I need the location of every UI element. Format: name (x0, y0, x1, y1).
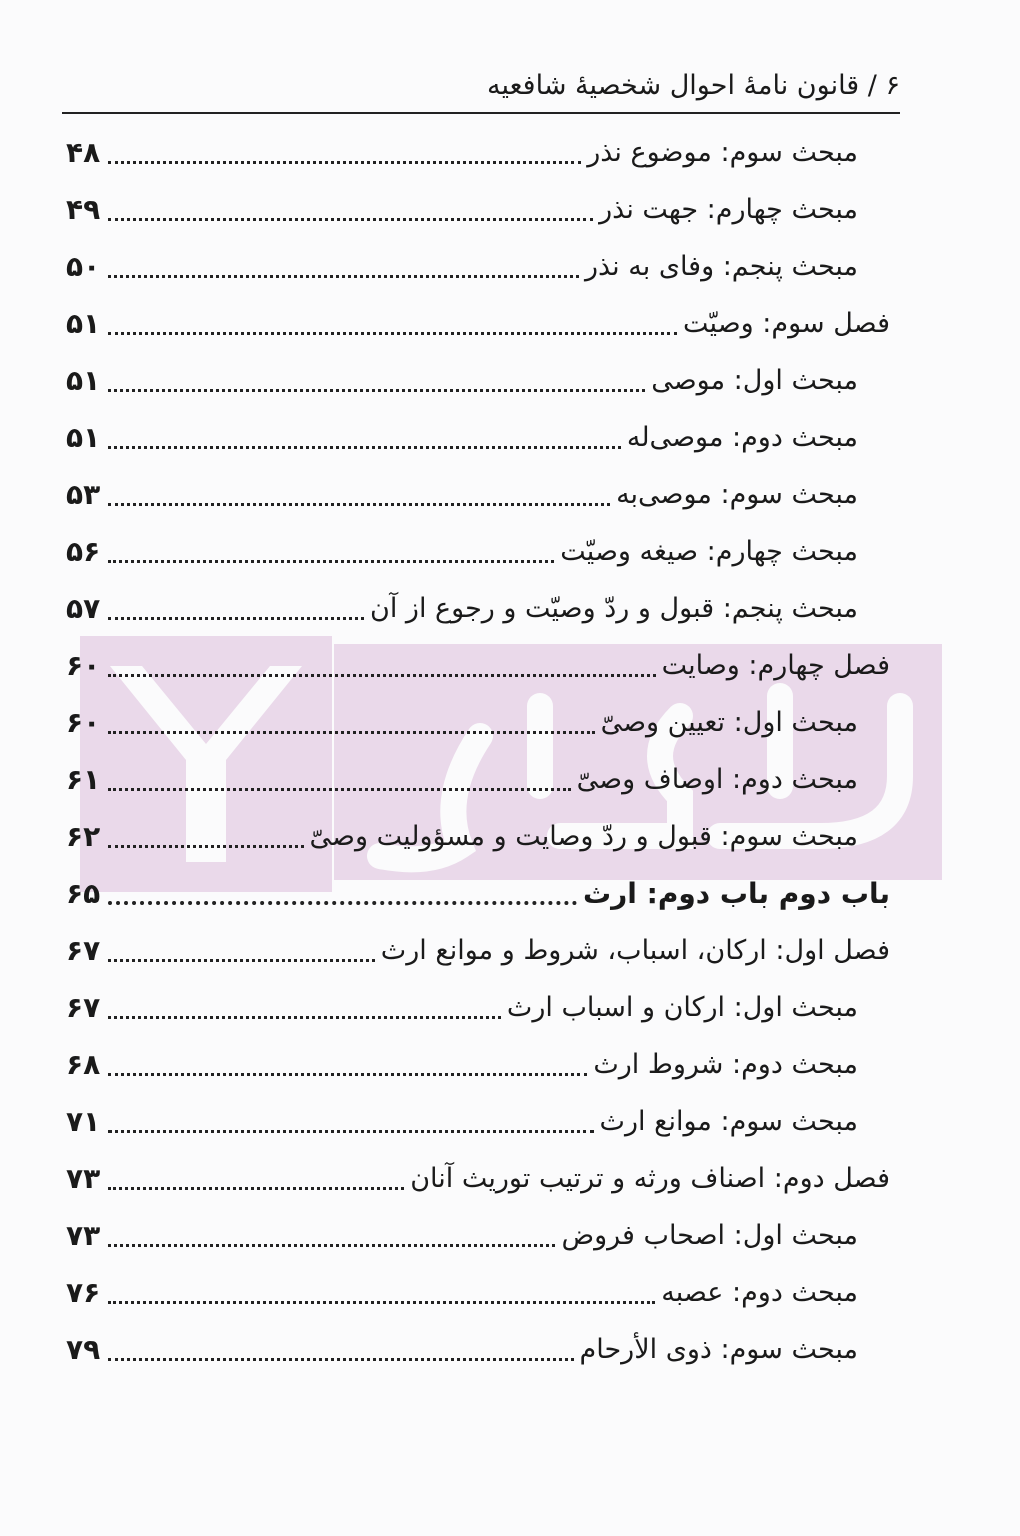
toc-entry (66, 1207, 858, 1264)
toc-page-number: ۶۷ (66, 934, 101, 967)
dot-leader (108, 1187, 404, 1190)
toc-entry-title: فصل اول: ارکان، اسباب، شروط و موانع ارث (380, 935, 890, 966)
dot-leader (108, 674, 655, 677)
toc-entry (66, 124, 858, 181)
toc-entry (66, 865, 890, 922)
toc-entry (66, 466, 858, 523)
toc-page-number: ۷۱ (66, 1105, 101, 1138)
dot-leader (108, 959, 375, 962)
toc-entry-title: مبحث دوم: اوصاف وصیّ (576, 764, 858, 795)
toc-entry-title: مبحث اول: موصی (651, 365, 858, 396)
toc-entry (66, 1321, 858, 1378)
toc-entry-title: مبحث دوم: موصی‌له (626, 422, 858, 453)
toc-page-number: ۵۱ (66, 364, 101, 397)
toc-entry-title: مبحث پنجم: قبول و ردّ وصیّت و رجوع از آن (370, 593, 858, 624)
dot-leader (108, 1130, 593, 1133)
toc-entry-title: مبحث دوم: عصبه (661, 1277, 858, 1308)
toc-page-number: ۶۵ (66, 877, 101, 910)
toc-entry-title: مبحث چهارم: صیغه وصیّت (560, 536, 858, 567)
toc-page-number: ۶۰ (66, 649, 101, 682)
toc-entry (66, 922, 890, 979)
toc-entry-title: مبحث اول: ارکان و اسباب ارث (506, 992, 858, 1023)
toc-entry (66, 1150, 890, 1207)
toc-page-number: ۷۳ (66, 1219, 101, 1252)
toc-page-number: ۶۸ (66, 1048, 101, 1081)
dot-leader (108, 731, 594, 734)
toc-page-number: ۷۶ (66, 1276, 101, 1309)
dot-leader (108, 446, 621, 449)
toc-entry-title: مبحث پنجم: وفای به نذر (584, 251, 858, 282)
dot-leader (108, 218, 593, 221)
toc-entry (66, 637, 890, 694)
toc-entry-title: مبحث سوم: موانع ارث (599, 1106, 858, 1137)
toc-entry-title: مبحث سوم: موصی‌به (616, 479, 858, 510)
toc-entry-title: مبحث سوم: موضوع نذر (587, 137, 858, 168)
toc-page-number: ۴۹ (66, 193, 101, 226)
toc-page-number: ۵۰ (66, 250, 101, 283)
toc-page-number: ۶۷ (66, 991, 101, 1024)
dot-leader (108, 617, 364, 620)
dot-leader (108, 1073, 587, 1076)
toc-entry (66, 523, 858, 580)
toc-entry (66, 295, 890, 352)
toc-page-number: ۷۹ (66, 1333, 101, 1366)
dot-leader (108, 788, 570, 791)
toc-entry (66, 1036, 858, 1093)
toc-entry (66, 181, 858, 238)
toc-page-number: ۵۱ (66, 421, 101, 454)
dot-leader (108, 275, 579, 278)
toc-entry-title: مبحث دوم: شروط ارث (593, 1049, 858, 1080)
dot-leader (108, 845, 303, 848)
toc-page-number: ۶۰ (66, 706, 101, 739)
dot-leader (108, 1301, 655, 1304)
page-header (62, 58, 900, 114)
dot-leader (108, 1016, 501, 1019)
dot-leader (108, 332, 677, 335)
toc-entry-title: مبحث چهارم: جهت نذر (599, 194, 858, 225)
dot-leader (108, 1358, 573, 1361)
toc-entry-title: مبحث سوم: قبول و ردّ وصایت و مسؤولیت وصیّ (309, 821, 858, 852)
toc-entry-title: مبحث اول: اصحاب فروض (561, 1220, 858, 1251)
toc-entry-title: مبحث سوم: ذوی الأرحام (579, 1334, 858, 1365)
toc-page-number: ۷۳ (66, 1162, 101, 1195)
dot-leader (108, 161, 581, 164)
toc-entry-title: باب دوم باب دوم: ارث (583, 877, 890, 910)
toc-page-number: ۶۱ (66, 763, 101, 796)
toc-entry-title: فصل سوم: وصیّت (683, 308, 890, 339)
dot-leader (108, 503, 610, 506)
dot-leader (108, 901, 577, 905)
dot-leader (108, 389, 645, 392)
toc-page-number: ۵۳ (66, 478, 101, 511)
toc-page-number: ۴۸ (66, 136, 101, 169)
toc-entry (66, 580, 858, 637)
toc-page-number: ۵۷ (66, 592, 101, 625)
dot-leader (108, 560, 554, 563)
toc-entry (66, 352, 858, 409)
toc-entry (66, 979, 858, 1036)
toc-entry (66, 238, 858, 295)
toc-entry (66, 751, 858, 808)
toc-entry-title: فصل دوم: اصناف ورثه و ترتیب توریث آنان (410, 1163, 890, 1194)
toc-entry (66, 808, 858, 865)
toc-page-number: ۵۶ (66, 535, 101, 568)
toc-entry (66, 1264, 858, 1321)
toc-entry-title: فصل چهارم: وصایت (661, 650, 890, 681)
toc-entry (66, 1093, 858, 1150)
toc-entry (66, 694, 858, 751)
toc-entry-title: مبحث اول: تعیین وصیّ (600, 707, 858, 738)
toc-entry (66, 409, 858, 466)
header-title: ۶ / قانون نامهٔ احوال شخصیهٔ شافعیه (487, 70, 900, 101)
dot-leader (108, 1244, 555, 1247)
toc-page-number: ۵۱ (66, 307, 101, 340)
toc-page-number: ۶۲ (66, 820, 101, 853)
